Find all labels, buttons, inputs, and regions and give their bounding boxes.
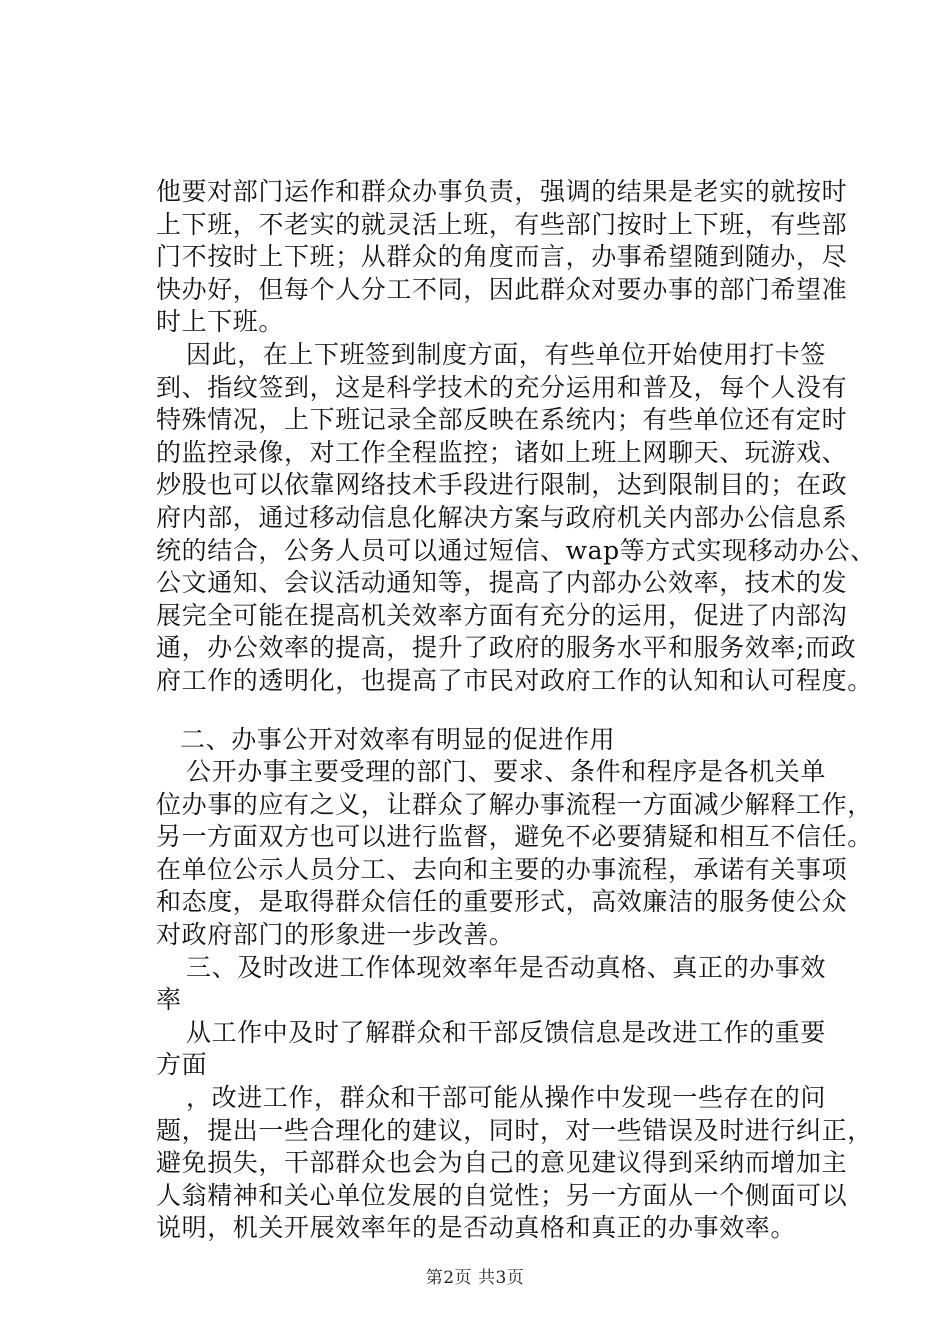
paragraph-line: 公开办事主要受理的部门、要求、条件和程序是各机关单 [186,757,827,787]
paragraph-line: 另一方面双方也可以进行监督，避免不必要猜疑和相互不信任。 [156,822,873,852]
paragraph-line: 避免损失，干部群众也会为自己的意见建议得到采纳而增加主 [156,1148,848,1178]
paragraph-line: 和态度，是取得群众信任的重要形式，高效廉洁的服务使公众 [156,887,848,917]
paragraph-line: 到、指纹签到，这是科学技术的充分运用和普及，每个人没有 [156,372,848,402]
heading-line: 三、及时改进工作体现效率年是否动真格、真正的办事效 [186,952,827,982]
body-text [156,176,876,1245]
paragraph-line: 人翁精神和关心单位发展的自觉性；另一方面从一个侧面可以 [156,1180,848,1210]
page-number-footer: 第2页 共3页 [425,1268,525,1288]
paragraph-line: 因此，在上下班签到制度方面，有些单位开始使用打卡签 [186,339,827,369]
paragraph-line: 上下班，不老实的就灵活上班，有些部门按时上下班，有些部 [156,209,848,239]
paragraph-line: 从工作中及时了解群众和干部反馈信息是改进工作的重要 [186,1017,827,1047]
paragraph-line: 特殊情况，上下班记录全部反映在系统内；有些单位还有定时 [156,405,848,435]
section-heading-3 [156,952,836,1017]
paragraph-line: 题，提出一些合理化的建议，同时，对一些错误及时进行纠正， [156,1115,873,1145]
paragraph-4 [156,1017,836,1082]
paragraph-line: 门不按时上下班；从群众的角度而言，办事希望随到随办，尽 [156,242,848,272]
paragraph-5 [156,1082,873,1245]
paragraph-line: 府工作的透明化，也提高了市民对政府工作的认知和认可程度。 [156,665,873,695]
heading-line: 率 [156,985,182,1015]
paragraph-1 [156,176,848,339]
paragraph-line: 方面 [156,1050,208,1080]
paragraph-line: 位办事的应有之义，让群众了解办事流程一方面减少解释工作， [156,789,873,819]
paragraph-line: 对政府部门的形象进一步改善。 [156,920,515,950]
paragraph-line: 展完全可能在提高机关效率方面有充分的运用，促进了内部沟 [156,600,848,630]
paragraph-spacer [156,698,836,724]
paragraph-3 [156,756,873,952]
paragraph-2 [156,339,876,698]
paragraph-line: 时上下班。 [156,307,285,337]
paragraph-line: 的监控录像，对工作全程监控；诸如上班上网聊天、玩游戏、 [156,437,848,467]
paragraph-line: 他要对部门运作和群众办事负责，强调的结果是老实的就按时 [156,177,848,206]
paragraph-line: ，改进工作，群众和干部可能从操作中发现一些存在的问 [186,1083,827,1113]
paragraph-line: 统的结合，公务人员可以通过短信、wap等方式实现移动办公、 [156,535,876,565]
paragraph-line: 说明，机关开展效率年的是否动真格和真正的办事效率。 [156,1213,797,1243]
paragraph-line: 府内部，通过移动信息化解决方案与政府机关内部办公信息系 [156,502,848,532]
paragraph-line: 在单位公示人员分工、去向和主要的办事流程，承诺有关事项 [156,854,848,884]
paragraph-line: 通，办公效率的提高，提升了政府的服务水平和服务效率;而政 [156,633,857,663]
paragraph-line: 炒股也可以依靠网络技术手段进行限制，达到限制目的；在政 [156,470,848,500]
paragraph-line: 快办好，但每个人分工不同，因此群众对要办事的部门希望准 [156,274,848,304]
paragraph-line: 公文通知、会议活动通知等，提高了内部办公效率，技术的发 [156,568,848,598]
section-heading-2: 二、办事公开对效率有明显的促进作用 [180,724,616,754]
